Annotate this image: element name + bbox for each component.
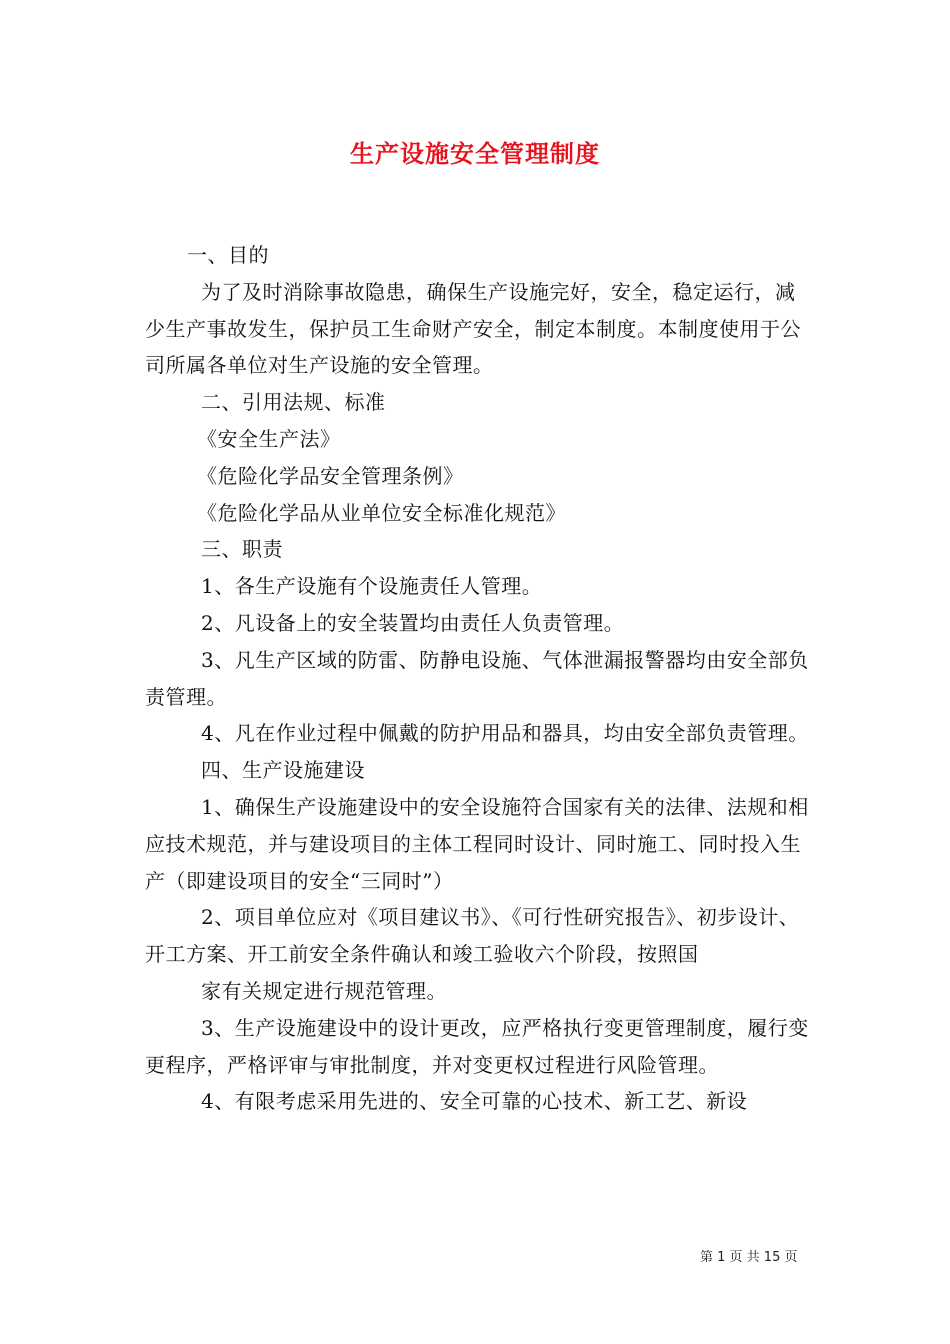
construction-item: 4、有限考虑采用先进的、安全可靠的心技术、新工艺、新设 <box>201 1089 748 1114</box>
section-heading-references: 二、引用法规、标准 <box>201 390 386 415</box>
responsibility-item: 2、凡设备上的安全装置均由责任人负责管理。 <box>201 610 625 635</box>
construction-item: 3、生产设施建设中的设计更改，应严格执行变更管理制度，履行变更程序，严格评审与审批制度，并对变更权过程进行风险管理。 <box>145 1015 809 1077</box>
reference-item: 《危险化学品安全管理条例》 <box>197 463 464 488</box>
responsibility-item: 3、凡生产区域的防雷、防静电设施、气体泄漏报警器均由安全部负责管理。 <box>145 647 809 709</box>
page-number: 第 1 页 共 15 页 <box>700 1250 798 1265</box>
responsibility-item: 4、凡在作业过程中佩戴的防护用品和器具，均由安全部负责管理。 <box>201 721 809 746</box>
responsibility-item: 1、各生产设施有个设施责任人管理。 <box>201 574 543 599</box>
section-heading-responsibilities: 三、职责 <box>201 537 283 562</box>
construction-item: 1、确保生产设施建设中的安全设施符合国家有关的法律、法规和相应技术规范，并与建设项目的主体工程同时设计、同时施工、同时投入生产（即建设项目的安全“三同时”） <box>145 794 809 893</box>
reference-item: 《危险化学品从业单位安全标准化规范》 <box>197 500 566 525</box>
section-heading-construction: 四、生产设施建设 <box>201 758 365 783</box>
document-title: 生产设施安全管理制度 <box>350 139 600 168</box>
construction-item: 2、项目单位应对《项目建议书》、《可行性研究报告》、初步设计、开工方案、开工前安全条件确认和竣工验收六个阶段，按照国 <box>145 905 800 967</box>
reference-item: 《安全生产法》 <box>197 426 341 451</box>
construction-item-continued: 家有关规定进行规范管理。 <box>201 978 447 1003</box>
section-heading-purpose: 一、目的 <box>187 243 269 267</box>
purpose-paragraph: 为了及时消除事故隐患，确保生产设施完好，安全，稳定运行，减少生产事故发生，保护员工生命财产安全，制定本制度。本制度使用于公司所属各单位对生产设施的安全管理。 <box>145 279 801 378</box>
document-body <box>145 237 810 1120</box>
